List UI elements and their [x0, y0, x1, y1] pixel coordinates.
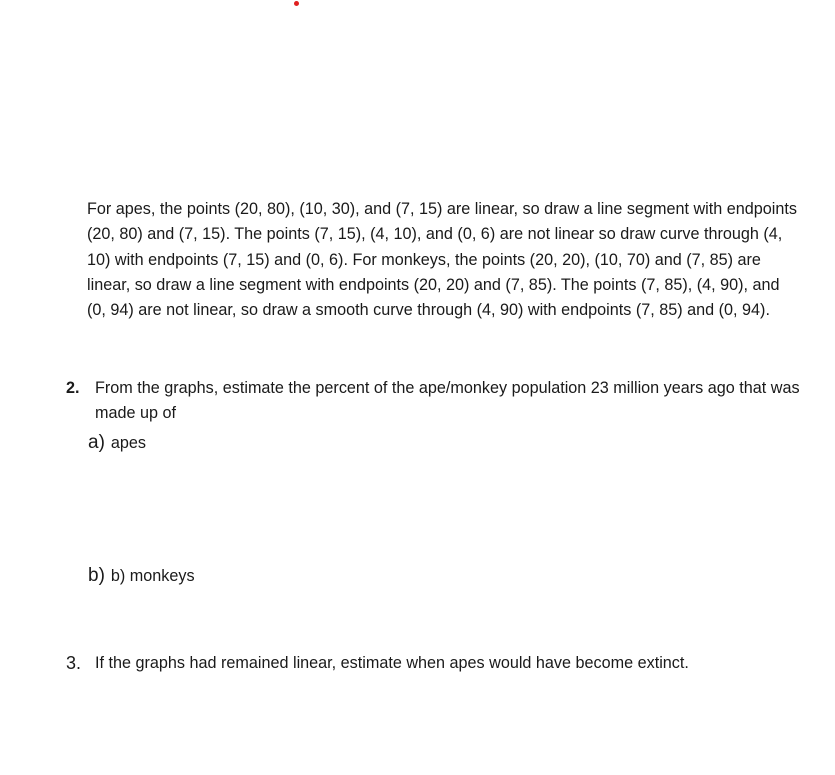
question-2: [66, 376, 806, 426]
question-2-part-b: [88, 565, 195, 587]
explanation-paragraph: For apes, the points (20, 80), (10, 30), and (7, 15) are linear, so draw a line segment with endpoints (20, 80) and (7, 15). The points (7, 15), (4, 10), and (0, 6) are not linear so draw curve through (4, 10) with endpoints (7, 15) and (0, 6). For monkeys, the points (20, 20), (10, 70) and (7, 85) are linear, so draw a line segment with endpoints (20, 20) and (7, 85). The points (7, 85), (4, 90), and (0, 94) are not linear, so draw a smooth curve through (4, 90) with endpoints (7, 85) and (0, 94).: [87, 200, 797, 320]
part-a-letter: a): [88, 432, 105, 453]
part-b-letter: b): [88, 565, 105, 586]
part-a-text: apes: [110, 434, 147, 452]
question-3: [66, 651, 826, 676]
question-2-part-a: [88, 432, 146, 454]
part-b-text: b) monkeys: [110, 567, 195, 585]
question-3-text: If the graphs had remained linear, estimate when apes would have become extinct.: [95, 654, 689, 672]
question-2-number: 2.: [66, 379, 80, 397]
question-2-text: From the graphs, estimate the percent of the ape/monkey population 23 million years ago that was made up of: [95, 379, 800, 422]
question-3-number: 3.: [66, 653, 82, 673]
red-dot-marker: [294, 1, 299, 6]
